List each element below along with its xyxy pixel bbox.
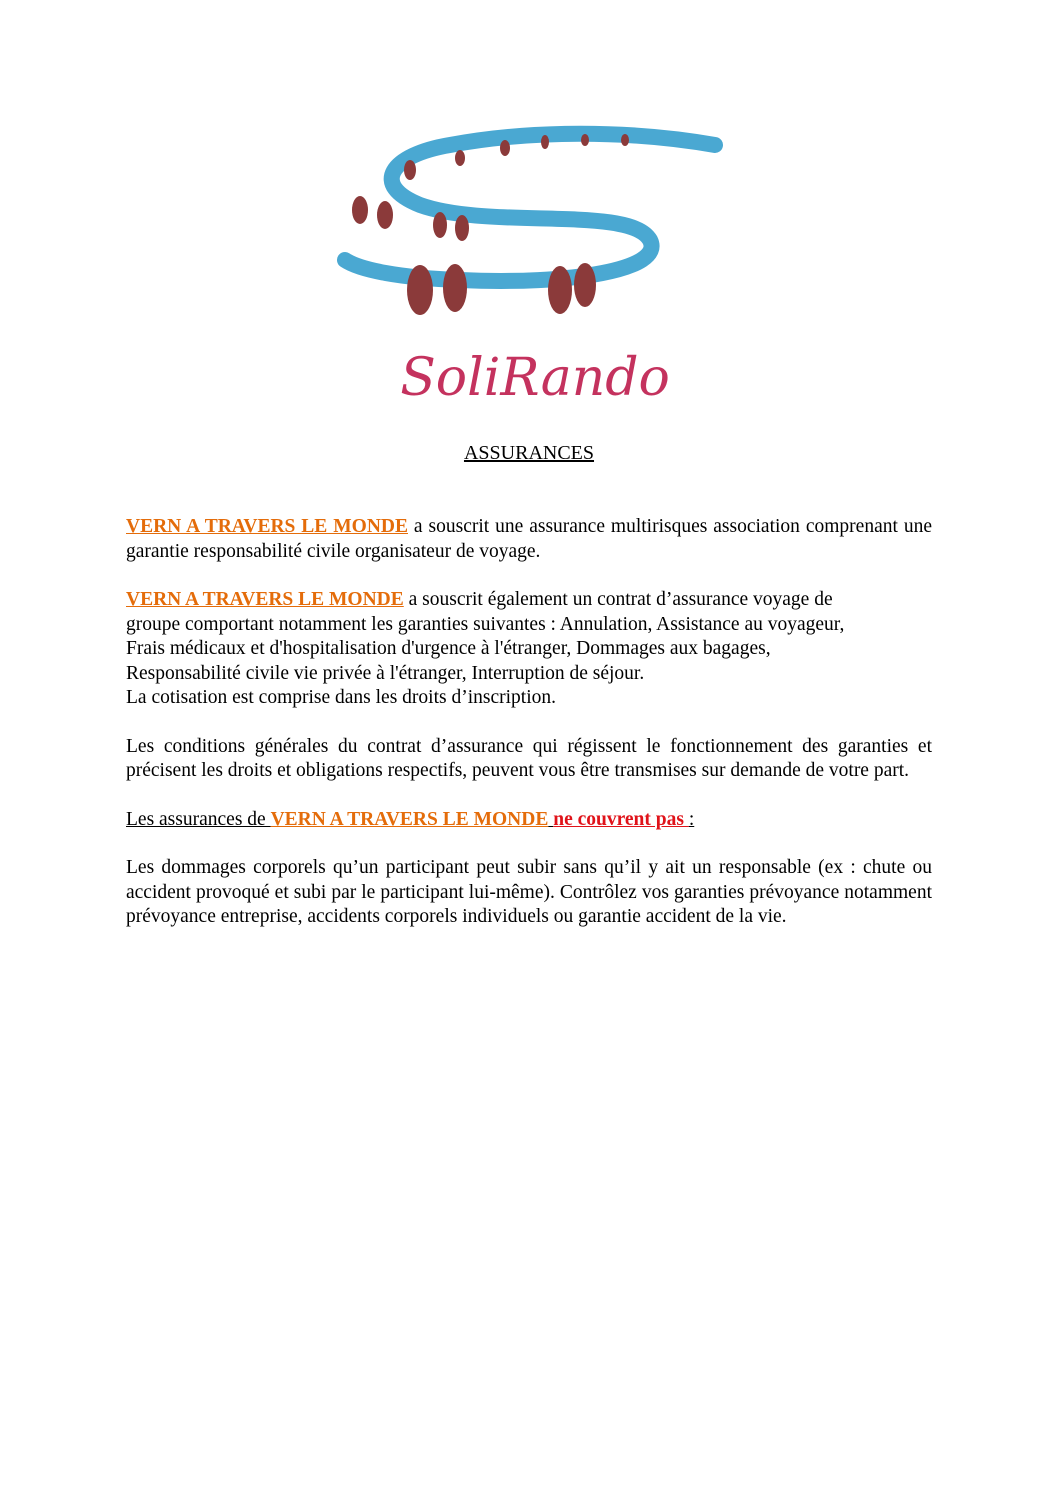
paragraph-1 <box>126 515 932 564</box>
org-name: VERN A TRAVERS LE MONDE <box>126 589 404 610</box>
logo-wordmark: SoliRando <box>400 348 670 408</box>
paragraph-2-line-3: Frais médicaux et d'hospitalisation d'urgence à l'étranger, Dommages aux bagages, <box>126 638 771 659</box>
document-body <box>126 515 932 930</box>
paragraph-2-line-2: groupe comportant notamment les garanties suivantes : Annulation, Assistance au voyageur, <box>126 613 845 635</box>
exclusions-suffix: : <box>688 808 695 830</box>
paragraph-3: Les conditions générales du contrat d’assurance qui régissent le fonctionnement des garanties et précisent les droits et obligations respectifs, peuvent vous être transmises sur demande de votre part. <box>126 735 932 781</box>
page-title: ASSURANCES <box>463 442 595 464</box>
solirando-logo <box>330 110 740 420</box>
paragraph-4 <box>126 808 932 833</box>
paragraph-1-text: a souscrit une assurance multirisques association comprenant une garantie responsabilité civile organisateur de voyage. <box>126 516 932 562</box>
paragraph-2-line-1: a souscrit également un contrat d’assurance voyage de <box>403 589 833 610</box>
paragraph-5: Les dommages corporels qu’un participant peut subir sans qu’il y ait un responsable (ex : chute ou accident provoqué et subi par le participant lui-même). Contrôlez vos garanties prévoyance notamment prévoyance entreprise, accidents corporels individuels ou garantie accident de la vie. <box>126 857 932 927</box>
org-name: VERN A TRAVERS LE MONDE <box>270 808 549 830</box>
paragraph-2-line-4: Responsabilité civile vie privée à l'étranger, Interruption de séjour. <box>126 662 645 684</box>
paragraph-2-line-5: La cotisation est comprise dans les droits d’inscription. <box>126 687 556 708</box>
not-covered-label: ne couvrent pas <box>553 808 689 830</box>
paragraph-2 <box>126 588 932 711</box>
exclusions-prefix: Les assurances de <box>126 808 271 830</box>
river-path <box>345 134 715 281</box>
org-name: VERN A TRAVERS LE MONDE <box>126 516 408 537</box>
